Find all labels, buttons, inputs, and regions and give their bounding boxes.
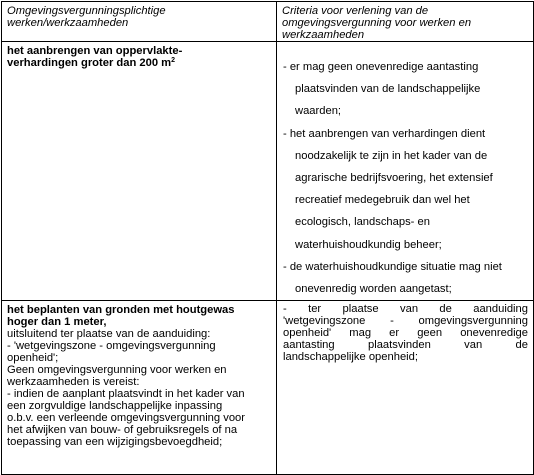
criteria-line: landschappelijke openheid; <box>283 351 418 364</box>
criteria-list-pavement <box>277 42 533 300</box>
criteria-line: 'wetgevingszone - omgevingsvergunning <box>283 315 528 328</box>
works-title-line: verhardingen groter dan 200 m <box>7 57 172 69</box>
header-cell-works <box>2 2 277 42</box>
criteria-line: recreatief medegebruik dan wel het <box>295 194 470 207</box>
criteria-line: - er mag geen onevenredige aantasting <box>283 61 479 73</box>
works-title-planting <box>7 304 271 328</box>
criteria-line: aantasting plaatsvinden van de <box>283 339 528 352</box>
regulation-table <box>1 1 534 475</box>
works-body-line: werkzaamheden is vereist: <box>7 376 140 389</box>
criteria-line: waarden; <box>295 105 342 118</box>
table-header-row <box>2 2 534 42</box>
works-body-line: - 'wetgevingszone - omgevingsvergunning <box>7 340 216 353</box>
works-body-line: toepassing van een wijzigingsbevoegdheid; <box>7 436 223 449</box>
criteria-cell-pavement <box>277 42 534 301</box>
works-title-pavement <box>2 42 276 72</box>
criteria-line: onevenredig worden aangetast; <box>295 283 452 296</box>
criteria-line: - de waterhuishoudkundige situatie mag niet <box>283 260 502 273</box>
works-content-planting <box>2 301 276 451</box>
works-body-line: o.b.v. een verleende omgevingsvergunning voor <box>7 412 245 425</box>
criteria-cell-planting <box>277 301 534 475</box>
works-body-line: uitsluitend ter plaatse van de aanduiding: <box>7 328 211 341</box>
works-body-line: het afwijken van bouw- of gebruiksregels of na <box>7 424 238 437</box>
works-cell-pavement <box>2 42 277 301</box>
criteria-line: waterhuishoudkundig beheer; <box>295 238 442 251</box>
works-cell-planting <box>2 301 277 475</box>
header-criteria-label: Criteria voor verlening van de omgevingsvergunning voor werken en werkzaamheden <box>282 5 472 41</box>
criteria-line: plaatsvinden van de landschappelijke <box>295 83 481 96</box>
header-cell-criteria <box>277 2 534 42</box>
table-row <box>2 42 534 301</box>
criteria-line: openheid' mag er geen onevenredige <box>283 327 528 340</box>
works-body-line: Geen omgevingsvergunning voor werken en <box>7 364 227 377</box>
works-title-line: het aanbrengen van oppervlakte- <box>7 45 183 57</box>
works-body-line: een zorgvuldige landschappelijke inpassing <box>7 400 223 413</box>
superscript: 2 <box>171 57 176 64</box>
works-body-line: - indien de aanplant plaatsvindt in het kader van <box>7 388 245 401</box>
header-works-label: Omgevingsvergunningsplichtige werken/werkzaamheden <box>7 5 166 29</box>
table-row <box>2 301 534 475</box>
works-title-line: het beplanten van gronden met houtgewas <box>7 304 235 317</box>
criteria-line: noodzakelijk te zijn in het kader van de <box>295 149 488 162</box>
criteria-line: agrarische bedrijfsvoering, het extensief <box>295 172 493 185</box>
criteria-line: - ter plaatse van de aanduiding <box>283 303 528 316</box>
works-title-line: hoger dan 1 meter, <box>7 316 107 329</box>
criteria-text-planting <box>277 301 533 363</box>
works-body-planting <box>7 328 271 448</box>
works-body-line: openheid'; <box>7 352 59 365</box>
criteria-line: - het aanbrengen van verhardingen dient <box>283 127 486 140</box>
criteria-line: ecologisch, landschaps- en <box>295 216 430 229</box>
